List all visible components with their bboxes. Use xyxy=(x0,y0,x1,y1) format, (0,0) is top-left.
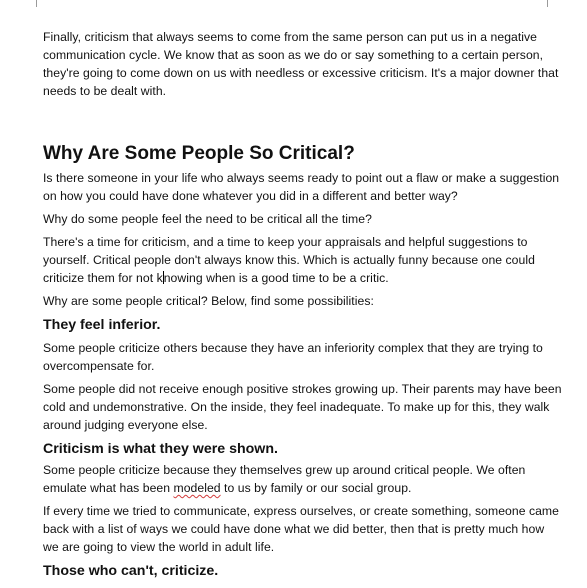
paragraph[interactable] xyxy=(43,461,563,497)
paragraph[interactable] xyxy=(43,233,563,287)
spelling-error-word[interactable]: modeled xyxy=(173,481,221,495)
paragraph[interactable]: Why are some people critical? Below, find some possibilities: xyxy=(43,294,374,308)
subheading[interactable]: Criticism is what they were shown. xyxy=(43,441,278,457)
intro-paragraph[interactable]: Finally, criticism that always seems to come from the same person can put us in a negative communication cycle. We know that as soon as we do or say something to a certain person, they're going to come down on us with needless or excessive criticism. It's a major downer that needs to be dealt with. xyxy=(43,30,559,98)
paragraph-text: There's a time for criticism, and a time to keep your appraisals and helpful suggestions to yourself. Critical people don't always know this. Which is actually funny because one could criticize them for not k xyxy=(43,235,535,285)
paragraph-text: Some people criticize because they themselves grew up around critical people. We often emulate what has been xyxy=(43,463,526,495)
paragraph[interactable]: Some people did not receive enough positive strokes growing up. Their parents may have been cold and undemonstrative. On the inside, they feel inadequate. To make up for this, they walk around judging everyone else. xyxy=(43,382,562,432)
subheading[interactable]: They feel inferior. xyxy=(43,317,161,333)
section-heading[interactable]: Why Are Some People So Critical? xyxy=(43,143,355,164)
margin-corner-marker xyxy=(540,0,548,7)
paragraph[interactable]: Some people criticize others because they have an inferiority complex that they are trying to overcompensate for. xyxy=(43,341,543,373)
document-body[interactable] xyxy=(43,28,563,581)
paragraph-text: nowing when is a good time to be a critic. xyxy=(163,271,389,285)
paragraph-text: to us by family or our social group. xyxy=(220,481,412,495)
paragraph[interactable]: If every time we tried to communicate, express ourselves, or create something, someone came back with a list of ways we could have done what we did better, then that is pretty much how we are going to view the world in adult life. xyxy=(43,504,559,554)
margin-corner-marker xyxy=(36,0,44,7)
paragraph[interactable]: Is there someone in your life who always seems ready to point out a flaw or make a suggestion on how you could have done whatever you did in a different and better way? xyxy=(43,171,560,203)
subheading[interactable]: Those who can't, criticize. xyxy=(43,563,219,579)
paragraph[interactable]: Why do some people feel the need to be critical all the time? xyxy=(43,212,372,226)
